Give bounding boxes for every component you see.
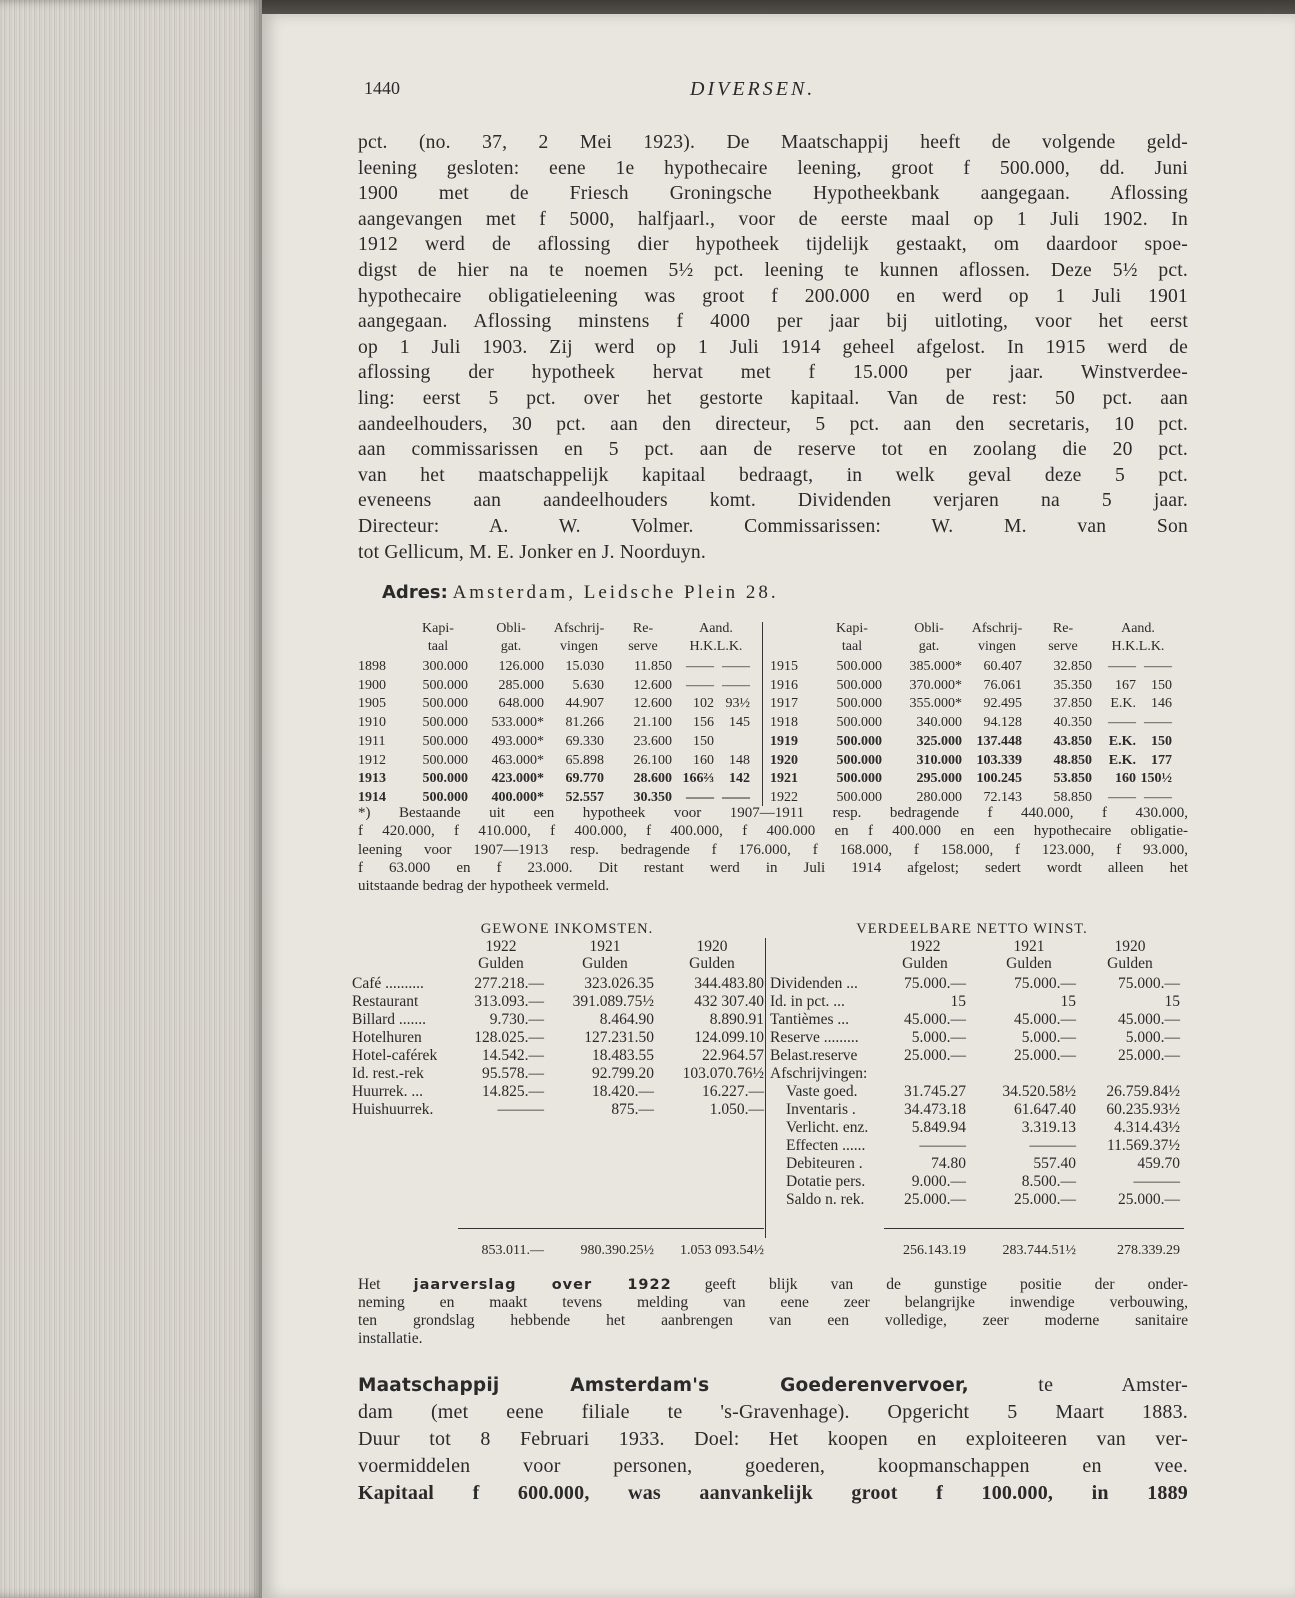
text-line: van het maatschappelijk kapitaal bedraagt, in welk geval deze 5 pct. <box>358 464 1188 486</box>
row-label: Vaste goed. <box>786 1083 858 1100</box>
table-cell: 432 307.40 <box>694 993 764 1010</box>
row-label: Hotel-caférek <box>352 1047 438 1064</box>
text-line: tot Gellicum, M. E. Jonker en J. Noorduyn. <box>358 541 706 563</box>
total-cell: 980.390.25½ <box>580 1243 654 1258</box>
table-cell: 500.000 <box>836 771 882 787</box>
running-title: DIVERSEN. <box>690 78 816 100</box>
table-cell: 95.578.— <box>482 1065 544 1082</box>
table-cell: 25.000.— <box>1118 1191 1180 1208</box>
text-line: dam (met eene filiale te 's-Gravenhage). Opgericht 5 Maart 1883. <box>358 1401 1188 1423</box>
unit-header: Gulden <box>478 955 524 972</box>
text-line: aflossing der hypotheek hervat met f 15.000 per jaar. Winstverdee- <box>358 362 1188 384</box>
column-header: Afschrij- <box>971 621 1023 636</box>
report-line <box>358 1330 1188 1348</box>
table-cell: 167 <box>1115 677 1136 693</box>
table-cell: 15 <box>1164 993 1180 1010</box>
text-span: Het <box>358 1276 414 1293</box>
table-cell: 344.483.80 <box>694 975 764 992</box>
text-line: Directeur: A. W. Volmer. Commissarissen: W. M. van Son <box>358 515 1188 537</box>
report-paragraph <box>358 1276 1188 1348</box>
text-line: Duur tot 8 Februari 1933. Doel: Het koopen en exploiteeren van ver- <box>358 1428 1188 1450</box>
text-span: te Amster- <box>968 1374 1188 1396</box>
table-cell: 25.000.— <box>904 1047 966 1064</box>
table-cell: 160 <box>693 752 714 768</box>
text-line: 1900 met de Friesch Groningsche Hypotheekbank aangegaan. Aflossing <box>358 183 1188 205</box>
table-cell: 103.070.76½ <box>682 1065 764 1082</box>
book-page <box>262 14 1295 1598</box>
year-header: 1921 <box>1013 938 1045 955</box>
row-label: Restaurant <box>352 993 419 1010</box>
table-cell: 69.770 <box>565 771 604 787</box>
table-cell: 11.569.37½ <box>1106 1137 1180 1154</box>
table-cell: 150½ <box>1140 771 1172 787</box>
text-line: digst de hier na te noemen 5½ pct. leening te kunnen aflossen. Deze 5½ pct. <box>358 259 1188 281</box>
row-label: Huishuurrek. <box>352 1101 434 1118</box>
table-cell: 1921 <box>770 771 798 787</box>
report-line <box>358 1312 1188 1330</box>
table-cell: —— <box>722 789 750 805</box>
table-cell: 1912 <box>358 752 386 768</box>
column-header: Re- <box>632 621 654 636</box>
table-cell: 5.000.— <box>1125 1029 1180 1046</box>
address-value: Amsterdam, Leidsche Plein 28. <box>452 582 779 603</box>
table-cell: 1914 <box>358 789 386 805</box>
table-cell: 300.000 <box>422 659 468 674</box>
table-cell: 1922 <box>770 789 798 805</box>
table-cell: 35.350 <box>1053 677 1092 693</box>
table-cell: 1898 <box>358 659 386 674</box>
table-cell: 459.70 <box>1137 1155 1180 1172</box>
table-cell: 500.000 <box>836 677 882 693</box>
table-cell: 355.000* <box>909 696 962 712</box>
text-span: installatie. <box>358 1330 423 1347</box>
table-cell: 26.100 <box>633 752 672 768</box>
table-cell: 500.000 <box>422 733 468 749</box>
footnote-line: uitstaande bedrag der hypotheek vermeld. <box>358 878 610 895</box>
table-cell: 12.600 <box>633 696 672 712</box>
total-cell: 256.143.19 <box>903 1243 966 1258</box>
table-cell: 25.000.— <box>1014 1191 1076 1208</box>
text-line: eveneens aan aandeelhouders komt. Dividenden verjaren na 5 jaar. <box>358 490 1188 512</box>
table-cell: 1910 <box>358 715 386 731</box>
table-cell: 53.850 <box>1053 771 1092 787</box>
unit-header: Gulden <box>689 955 735 972</box>
table-cell: E.K. <box>1108 733 1136 749</box>
column-header: serve <box>1048 639 1078 654</box>
table-cell: 500.000 <box>836 715 882 731</box>
table-cell: —— <box>686 789 714 805</box>
table-cell: 146 <box>1151 696 1172 712</box>
table-cell: 295.000 <box>916 771 962 787</box>
table-cell: 75.000.— <box>1118 975 1180 992</box>
table-cell: 150 <box>1151 677 1172 693</box>
table-cell: ——— <box>497 1101 544 1118</box>
total-cell: 853.011.— <box>481 1243 544 1258</box>
table-cell: 25.000.— <box>1014 1047 1076 1064</box>
table-cell: 25.000.— <box>1118 1047 1180 1064</box>
table-cell: 74.80 <box>931 1155 966 1172</box>
table-cell: 533.000* <box>491 715 544 731</box>
table-cell: 500.000 <box>836 752 882 768</box>
table-cell: 34.520.58½ <box>1002 1083 1076 1100</box>
table-cell: —— <box>686 659 714 674</box>
table-cell: 52.557 <box>565 789 604 805</box>
table-cell: 14.542.— <box>482 1047 544 1064</box>
text-span: ten grondslag hebbende het aanbrengen van een volledige, zeer moderne sanitaire <box>358 1312 1188 1329</box>
table-cell: 127.231.50 <box>584 1029 654 1046</box>
table-cell: 15 <box>1060 993 1076 1010</box>
table-cell: 1918 <box>770 715 798 731</box>
table-cell: 31.745.27 <box>904 1083 966 1100</box>
footnote-line: leening voor 1907—1913 resp. bedragende f 176.000, f 168.000, f 158.000, f 123.000, f 93.000, <box>358 841 1188 858</box>
text-line: leening gesloten: eene 1e hypothecaire leening, groot f 500.000, dd. Juni <box>358 157 1188 179</box>
total-cell: 278.339.29 <box>1117 1243 1180 1258</box>
table-cell: 76.061 <box>983 677 1022 693</box>
table-cell: —— <box>1108 659 1136 674</box>
table-cell: 1911 <box>358 733 386 749</box>
table-cell: 1.050.— <box>709 1101 764 1118</box>
table-cell: 310.000 <box>916 752 962 768</box>
column-header: vingen <box>977 639 1017 654</box>
table-cell: 875.— <box>611 1101 654 1118</box>
table-cell: 150 <box>1151 733 1172 749</box>
table-cell: 340.000 <box>916 715 962 731</box>
table-cell: 22.964.57 <box>702 1047 764 1064</box>
table-cell: 4.314.43½ <box>1114 1119 1180 1136</box>
page-number: 1440 <box>364 78 400 98</box>
table-cell: E.K. <box>1110 696 1136 712</box>
text-line: aangevangen met f 5000, halfjaarl., voor de eerste maal op 1 Juli 1902. In <box>358 208 1188 230</box>
financial-tables <box>262 14 1295 1598</box>
column-header: gat. <box>918 639 940 654</box>
table-cell: 60.407 <box>983 659 1022 674</box>
table-cell: 500.000 <box>836 696 882 712</box>
table-cell: 277.218.— <box>474 975 544 992</box>
table-cell: 21.100 <box>633 715 672 731</box>
table-cell: 1915 <box>770 659 798 674</box>
table-cell: 34.473.18 <box>904 1101 966 1118</box>
table-cell: 1919 <box>770 733 798 749</box>
column-header: H.K.L.K. <box>1111 639 1165 654</box>
table-cell: 285.000 <box>498 677 544 693</box>
table-cell: 26.759.84½ <box>1106 1083 1180 1100</box>
table-cell: 3.319.13 <box>1021 1119 1076 1136</box>
text-line: hypothecaire obligatieleening was groot f 200.000 en werd op 1 Juli 1901 <box>358 285 1188 307</box>
table-cell: ——— <box>919 1137 966 1154</box>
table-cell: 45.000.— <box>1014 1011 1076 1028</box>
table-cell: 280.000 <box>916 789 962 805</box>
column-header: Obli- <box>496 621 526 636</box>
row-label: Belast.reserve <box>770 1047 858 1064</box>
table-cell: 94.128 <box>983 715 1022 731</box>
table-cell: 48.850 <box>1053 752 1092 768</box>
unit-header: Gulden <box>582 955 628 972</box>
row-label: Id. in pct. ... <box>770 993 845 1010</box>
table-cell: 30.350 <box>633 789 672 805</box>
table-cell: 500.000 <box>422 715 468 731</box>
table-cell: 156 <box>693 715 714 731</box>
table-cell: 5.630 <box>572 677 604 693</box>
column-header: Afschrij- <box>553 621 605 636</box>
table-cell: 160 <box>1115 771 1136 787</box>
table-cell: 15 <box>950 993 966 1010</box>
report-line <box>358 1276 1188 1294</box>
table-cell: 500.000 <box>422 677 468 693</box>
company-name: Maatschappij Amsterdam's Goederenvervoer, <box>358 1375 969 1396</box>
row-label: Effecten ...... <box>786 1137 866 1154</box>
table-cell: 557.40 <box>1033 1155 1076 1172</box>
table-cell: —— <box>1144 715 1172 731</box>
book-page-edges <box>0 0 262 1598</box>
row-label: Café .......... <box>352 975 424 992</box>
table-cell: —— <box>722 659 750 674</box>
table-cell: 325.000 <box>916 733 962 749</box>
table-cell: 5.000.— <box>911 1029 966 1046</box>
table-cell: 69.330 <box>565 733 604 749</box>
footnote-line: f 63.000 en f 23.000. Dit restant werd in Juli 1914 afgelost; sedert wordt alleen het <box>358 859 1188 876</box>
table-cell: 32.850 <box>1053 659 1092 674</box>
table-cell: 100.245 <box>976 771 1022 787</box>
text-line: aandeelhouders, 30 pct. aan den directeur, 5 pct. aan den secretaris, 10 pct. <box>358 413 1188 435</box>
table-cell: 18.483.55 <box>592 1047 654 1064</box>
table-cell: 15.030 <box>565 659 604 674</box>
table-cell: —— <box>1108 715 1136 731</box>
row-label: Inventaris . <box>786 1101 856 1118</box>
table-cell: 45.000.— <box>1118 1011 1180 1028</box>
table-cell: 18.420.— <box>592 1083 654 1100</box>
column-header: serve <box>628 639 658 654</box>
table-cell: 128.025.— <box>474 1029 544 1046</box>
row-label: Debiteuren . <box>786 1155 863 1172</box>
table-cell: 43.850 <box>1053 733 1092 749</box>
year-header: 1922 <box>485 938 517 955</box>
section-title: VERDEELBARE NETTO WINST. <box>856 921 1088 937</box>
table-cell: E.K. <box>1108 752 1136 768</box>
table-cell: 16.227.— <box>702 1083 764 1100</box>
column-header: gat. <box>500 639 522 654</box>
table-cell: 23.600 <box>633 733 672 749</box>
year-header: 1921 <box>589 938 621 955</box>
table-cell: 423.000* <box>491 771 544 787</box>
table-cell: 1920 <box>770 752 798 768</box>
table-cell: 37.850 <box>1053 696 1092 712</box>
table-cell: 500.000 <box>422 789 468 805</box>
table-cell: 648.000 <box>498 696 544 712</box>
row-label: Tantièmes ... <box>770 1011 849 1028</box>
table-cell: 102 <box>693 696 714 712</box>
table-cell: 1900 <box>358 677 386 693</box>
column-header: taal <box>427 639 449 654</box>
table-cell: 58.850 <box>1053 789 1092 805</box>
table-cell: 61.647.40 <box>1014 1101 1076 1118</box>
table-cell: 5.000.— <box>1021 1029 1076 1046</box>
table-cell: 124.099.10 <box>694 1029 764 1046</box>
column-header: Aand. <box>1121 621 1155 636</box>
total-cell: 1.053 093.54½ <box>680 1243 764 1258</box>
table-cell: 391.089.75½ <box>572 993 654 1010</box>
table-cell: 44.907 <box>565 696 604 712</box>
report-emphasis: jaarverslag over 1922 <box>413 1277 672 1293</box>
row-label: Huurrek. ... <box>352 1083 424 1100</box>
column-header: Kapi- <box>836 621 868 636</box>
table-cell: 148 <box>729 752 750 768</box>
table-cell: 40.350 <box>1053 715 1092 731</box>
unit-header: Gulden <box>1107 955 1153 972</box>
row-label: Hotelhuren <box>352 1029 422 1046</box>
year-header: 1920 <box>1114 938 1146 955</box>
text-line: op 1 Juli 1903. Zij werd op 1 Juli 1914 geheel afgelost. In 1915 werd de <box>358 336 1188 358</box>
table-cell: 25.000.— <box>904 1191 966 1208</box>
total-cell: 283.744.51½ <box>1002 1243 1076 1258</box>
text-span: neming en maakt tevens melding van eene zeer belangrijke inwendige verbouwing, <box>358 1294 1188 1311</box>
table-cell: 493.000* <box>491 733 544 749</box>
table-cell: 28.600 <box>633 771 672 787</box>
year-header: 1922 <box>909 938 941 955</box>
table-cell: 323.026.35 <box>584 975 654 992</box>
table-cell: —— <box>1108 789 1136 805</box>
table-cell: 9.000.— <box>911 1173 966 1190</box>
column-header: taal <box>841 639 863 654</box>
column-header: Kapi- <box>422 621 454 636</box>
year-header: 1920 <box>696 938 728 955</box>
table-cell: 177 <box>1151 752 1172 768</box>
text-line: pct. (no. 37, 2 Mei 1923). De Maatschappij heeft de volgende geld- <box>358 132 1188 153</box>
table-cell: 9.730.— <box>489 1011 544 1028</box>
table-cell: 500.000 <box>836 733 882 749</box>
table-cell: —— <box>722 677 750 693</box>
row-label: Verlicht. enz. <box>786 1119 869 1136</box>
table-cell: 65.898 <box>565 752 604 768</box>
table-cell: 75.000.— <box>1014 975 1076 992</box>
table-cell: 137.448 <box>976 733 1022 749</box>
table-cell: 81.266 <box>565 715 604 731</box>
total-rule <box>458 1228 764 1229</box>
unit-header: Gulden <box>1006 955 1052 972</box>
table-cell: 500.000 <box>422 696 468 712</box>
table-cell: 8.500.— <box>1021 1173 1076 1190</box>
table-cell: 8.464.90 <box>599 1011 654 1028</box>
section-title: GEWONE INKOMSTEN. <box>480 921 654 937</box>
table-cell: 72.143 <box>983 789 1022 805</box>
address-label: Adres: <box>382 582 448 603</box>
table-cell: 60.235.93½ <box>1106 1101 1180 1118</box>
table-cell: 11.850 <box>634 659 672 674</box>
row-label: Saldo n. rek. <box>786 1191 865 1208</box>
text-line: voermiddelen voor personen, goederen, koopmanschappen en vee. <box>358 1455 1188 1477</box>
footnote-line: *) Bestaande uit een hypotheek voor 1907—1911 resp. bedragende f 440.000, f 430.000, <box>358 805 1188 821</box>
table-cell: 5.849.94 <box>911 1119 966 1136</box>
table-cell: 400.000* <box>491 789 544 805</box>
row-label: Dividenden ... <box>770 975 858 992</box>
report-line <box>358 1294 1188 1312</box>
table-cell: —— <box>1144 659 1172 674</box>
table-cell: —— <box>686 677 714 693</box>
text-span: geeft blijk van de gunstige positie der onder- <box>671 1276 1188 1293</box>
column-header: Obli- <box>914 621 944 636</box>
table-divider <box>765 938 766 1238</box>
table-cell: 1905 <box>358 696 386 712</box>
total-rule <box>884 1228 1184 1229</box>
table-cell: ——— <box>1133 1173 1180 1190</box>
next-entry <box>358 1372 1188 1507</box>
table-cell: 313.093.— <box>474 993 544 1010</box>
table-cell: 463.000* <box>491 752 544 768</box>
table-cell: 103.339 <box>976 752 1022 768</box>
row-label: Afschrijvingen: <box>770 1065 868 1082</box>
text-line: 1912 werd de aflossing dier hypotheek tijdelijk gestaakt, om daardoor spoe- <box>358 234 1188 256</box>
row-label: Id. rest.-rek <box>352 1065 424 1082</box>
table-cell: 166⅔ <box>682 771 714 787</box>
table-cell: 8.890.91 <box>709 1011 764 1028</box>
table-cell: 500.000 <box>422 752 468 768</box>
unit-header: Gulden <box>902 955 948 972</box>
table-cell: 14.825.— <box>482 1083 544 1100</box>
row-label: Reserve ......... <box>770 1029 859 1046</box>
column-header: vingen <box>559 639 599 654</box>
table-cell: 126.000 <box>498 659 544 674</box>
table-cell: 370.000* <box>909 677 962 693</box>
text-line: Kapitaal f 600.000, was aanvankelijk groot f 100.000, in 1889 <box>358 1482 1188 1504</box>
table-cell: 385.000* <box>909 659 962 674</box>
table-cell: 75.000.— <box>904 975 966 992</box>
footnote-line: f 420.000, f 410.000, f 400.000, f 400.000, f 400.000 en f 400.000 en een hypothecaire obligatie- <box>358 823 1188 840</box>
table-cell: 150 <box>693 733 714 749</box>
table-cell: 1913 <box>358 771 386 787</box>
table-cell: 1916 <box>770 677 798 693</box>
table-cell: 12.600 <box>633 677 672 693</box>
table-cell: 1917 <box>770 696 798 712</box>
table-cell: ——— <box>1029 1137 1076 1154</box>
row-label: Billard ....... <box>352 1011 427 1028</box>
text-line: ling: eerst 5 pct. over het gestorte kapitaal. Van de rest: 50 pct. aan <box>358 387 1188 409</box>
text-line: aan commissarissen en 5 pct. aan de reserve tot en zoolang die 20 pct. <box>358 439 1188 461</box>
table-cell: 45.000.— <box>904 1011 966 1028</box>
table-cell: 92.495 <box>983 696 1022 712</box>
row-label: Dotatie pers. <box>786 1173 866 1190</box>
text-line: aangegaan. Aflossing minstens f 4000 per jaar bij uitloting, voor het eerst <box>358 311 1188 333</box>
column-header: Re- <box>1052 621 1074 636</box>
table-cell: 145 <box>729 715 750 731</box>
column-header: H.K.L.K. <box>689 639 743 654</box>
table-cell: 142 <box>729 771 750 787</box>
text-line <box>358 1372 1188 1399</box>
table-cell: 500.000 <box>422 771 468 787</box>
table-cell: —— <box>1144 789 1172 805</box>
table-cell: 500.000 <box>836 659 882 674</box>
table-cell: 92.799.20 <box>592 1065 654 1082</box>
table-cell: 500.000 <box>836 789 882 805</box>
column-header: Aand. <box>699 621 733 636</box>
table-cell: 93½ <box>725 696 750 712</box>
